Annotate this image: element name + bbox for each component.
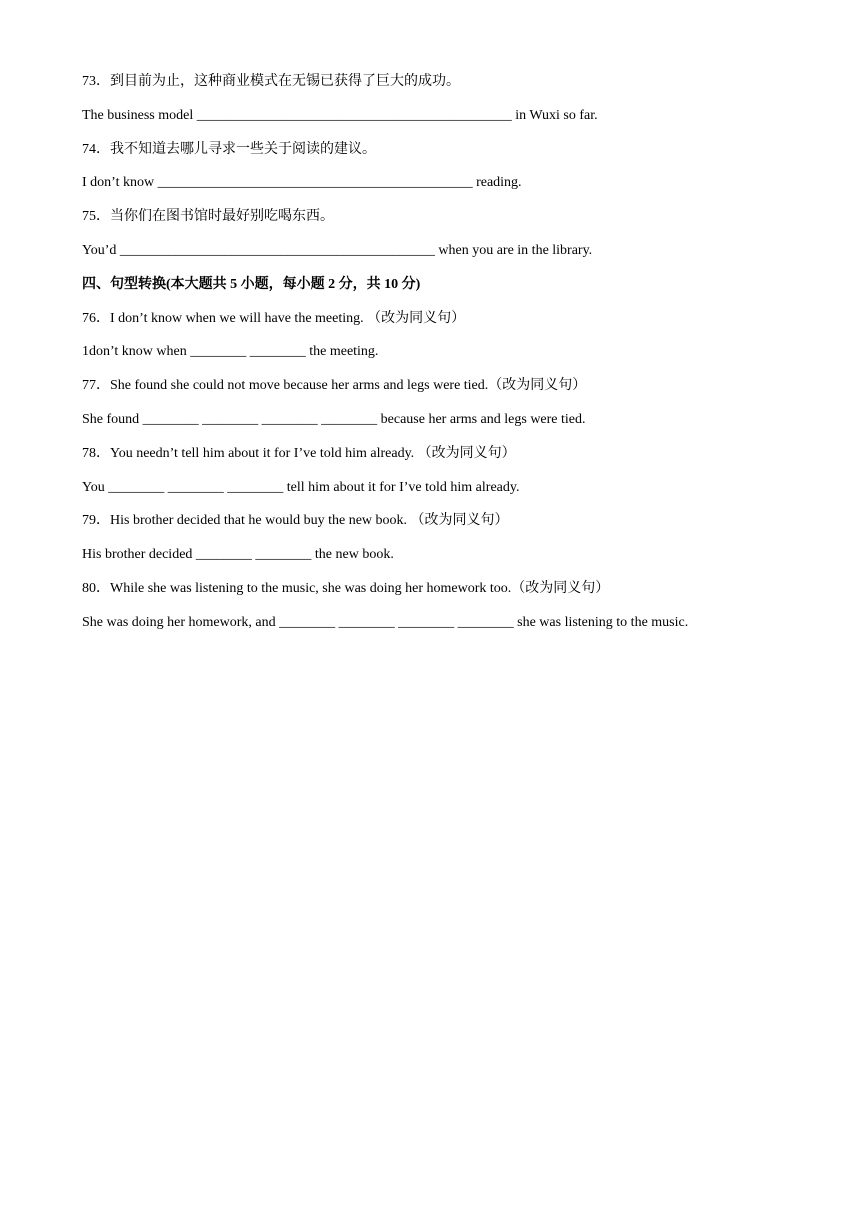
question-73-answer-line: The business model _____________________________________________ in Wuxi so far. [82, 107, 598, 123]
question-77-answer-line: She found ________ ________ ________ ________ because her arms and legs were tied. [82, 411, 586, 427]
question-73-prompt: 73．到目前为止，这种商业模式在无锡已获得了巨大的成功。 [82, 74, 460, 89]
question-77-prompt: 77．She found she could not move because her arms and legs were tied.（改为同义句） [82, 378, 587, 394]
question-74-prompt: 74．我不知道去哪儿寻求一些关于阅读的建议。 [82, 141, 376, 157]
question-76-answer-line: 1don’t know when ________ ________ the meeting. [82, 344, 379, 360]
question-75-prompt: 75．当你们在图书馆时最好别吃喝东西。 [82, 209, 334, 225]
question-79-answer-line: His brother decided ________ ________ the new book. [82, 547, 394, 563]
question-74-answer-line: I don’t know _____________________________________________ reading. [82, 175, 522, 191]
question-75-answer-line: You’d _____________________________________________ when you are in the library. [82, 242, 593, 258]
question-79-prompt: 79．His brother decided that he would buy the new book. （改为同义句） [82, 513, 509, 529]
document-page [82, 72, 782, 647]
question-78-answer-line: You ________ ________ ________ tell him about it for I’ve told him already. [82, 479, 520, 495]
section-heading: 四、句型转换(本大题共 5 小题，每小题 2 分，共 10 分) [82, 276, 421, 292]
question-80-answer-line: She was doing her homework, and ________ ________ ________ ________ she was listening to the music. [82, 614, 689, 630]
question-80-prompt: 80．While she was listening to the music, she was doing her homework too.（改为同义句） [82, 580, 610, 596]
question-76-prompt: 76．I don’t know when we will have the meeting. （改为同义句） [82, 310, 466, 326]
question-78-prompt: 78．You needn’t tell him about it for I’ve told him already. （改为同义句） [82, 445, 516, 461]
